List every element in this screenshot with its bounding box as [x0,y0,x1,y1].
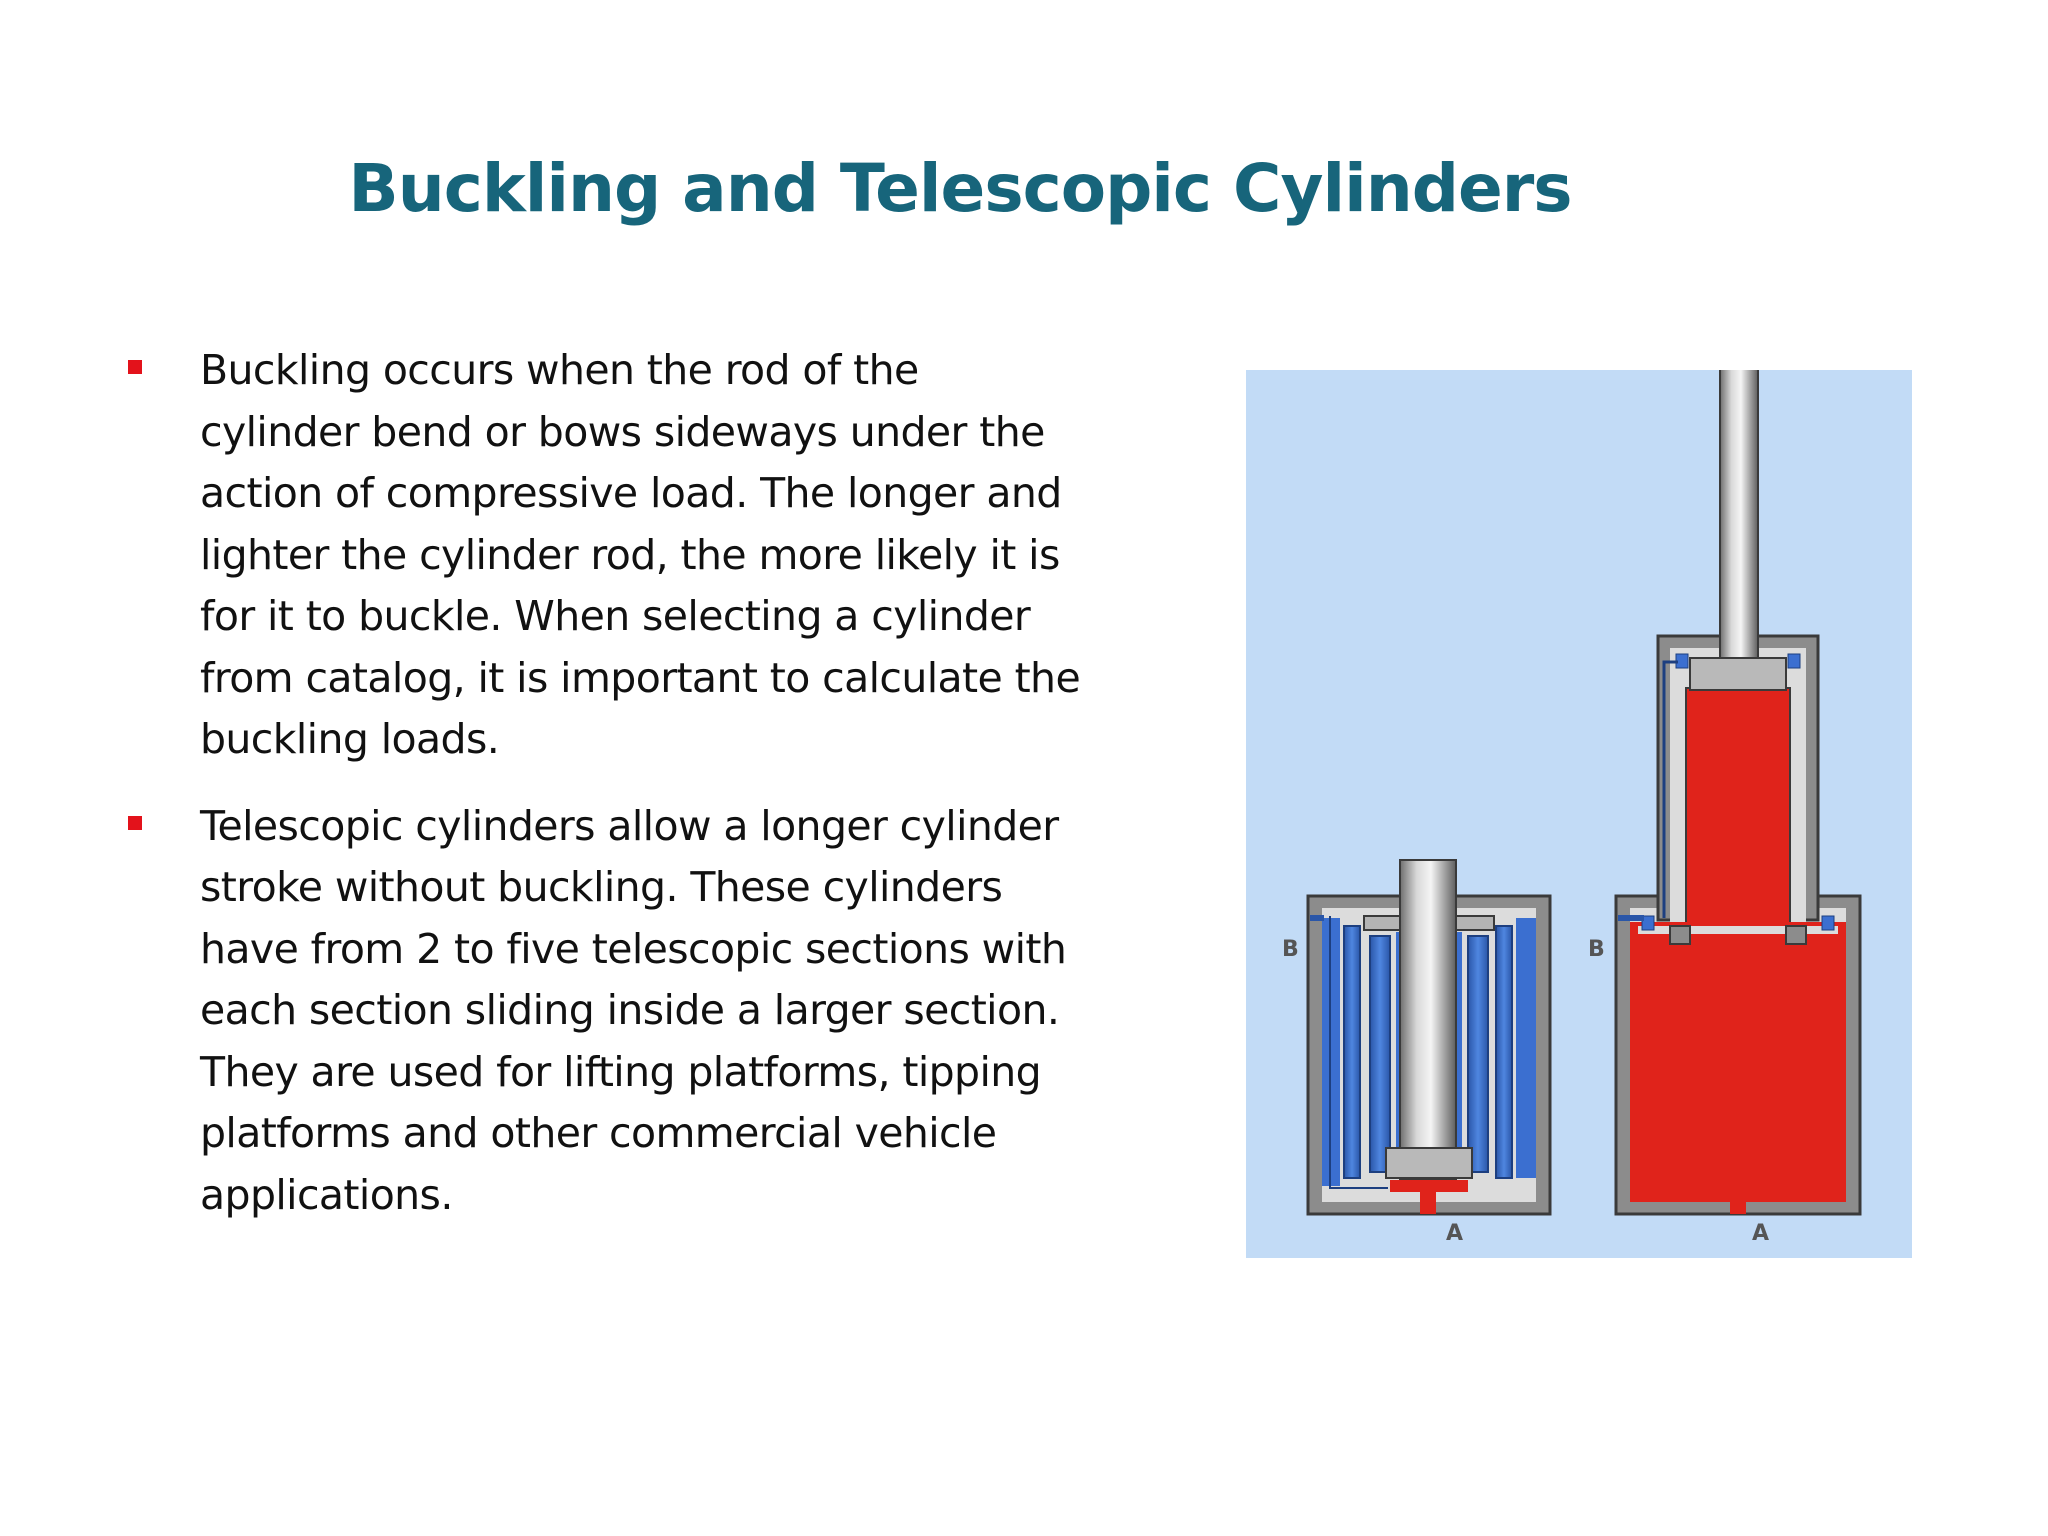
cylinder-diagram [1246,370,1912,1258]
bullet-list [125,340,1085,1251]
bullet-item [125,796,1085,1227]
bullet-text: Telescopic cylinders allow a longer cylinder stroke without buckling. These cylinders have from 2 to five telescopic sections with each section sliding inside a larger section. They are used for lifting platforms, tipping platforms and other commercial vehicle applications. [200,801,1067,1219]
bullet-item [125,340,1085,771]
bullet-text: Buckling occurs when the rod of the cylinder bend or bows sideways under the action of compressive load. The longer and lighter the cylinder rod, the more likely it is for it to buckle. When selecting a cylinder from catalog, it is important to calculate the buckling loads. [200,346,1081,763]
square-bullet-icon [128,816,142,830]
port-label-a-right: A [1752,1221,1770,1246]
square-bullet-icon [128,360,142,374]
port-label-b-right: B [1588,937,1605,962]
port-label-a-left: A [1446,1221,1464,1246]
retracted-cylinder [1308,860,1550,1214]
slide-title: Buckling and Telescopic Cylinders [348,150,1572,227]
port-label-b-left: B [1282,937,1299,962]
